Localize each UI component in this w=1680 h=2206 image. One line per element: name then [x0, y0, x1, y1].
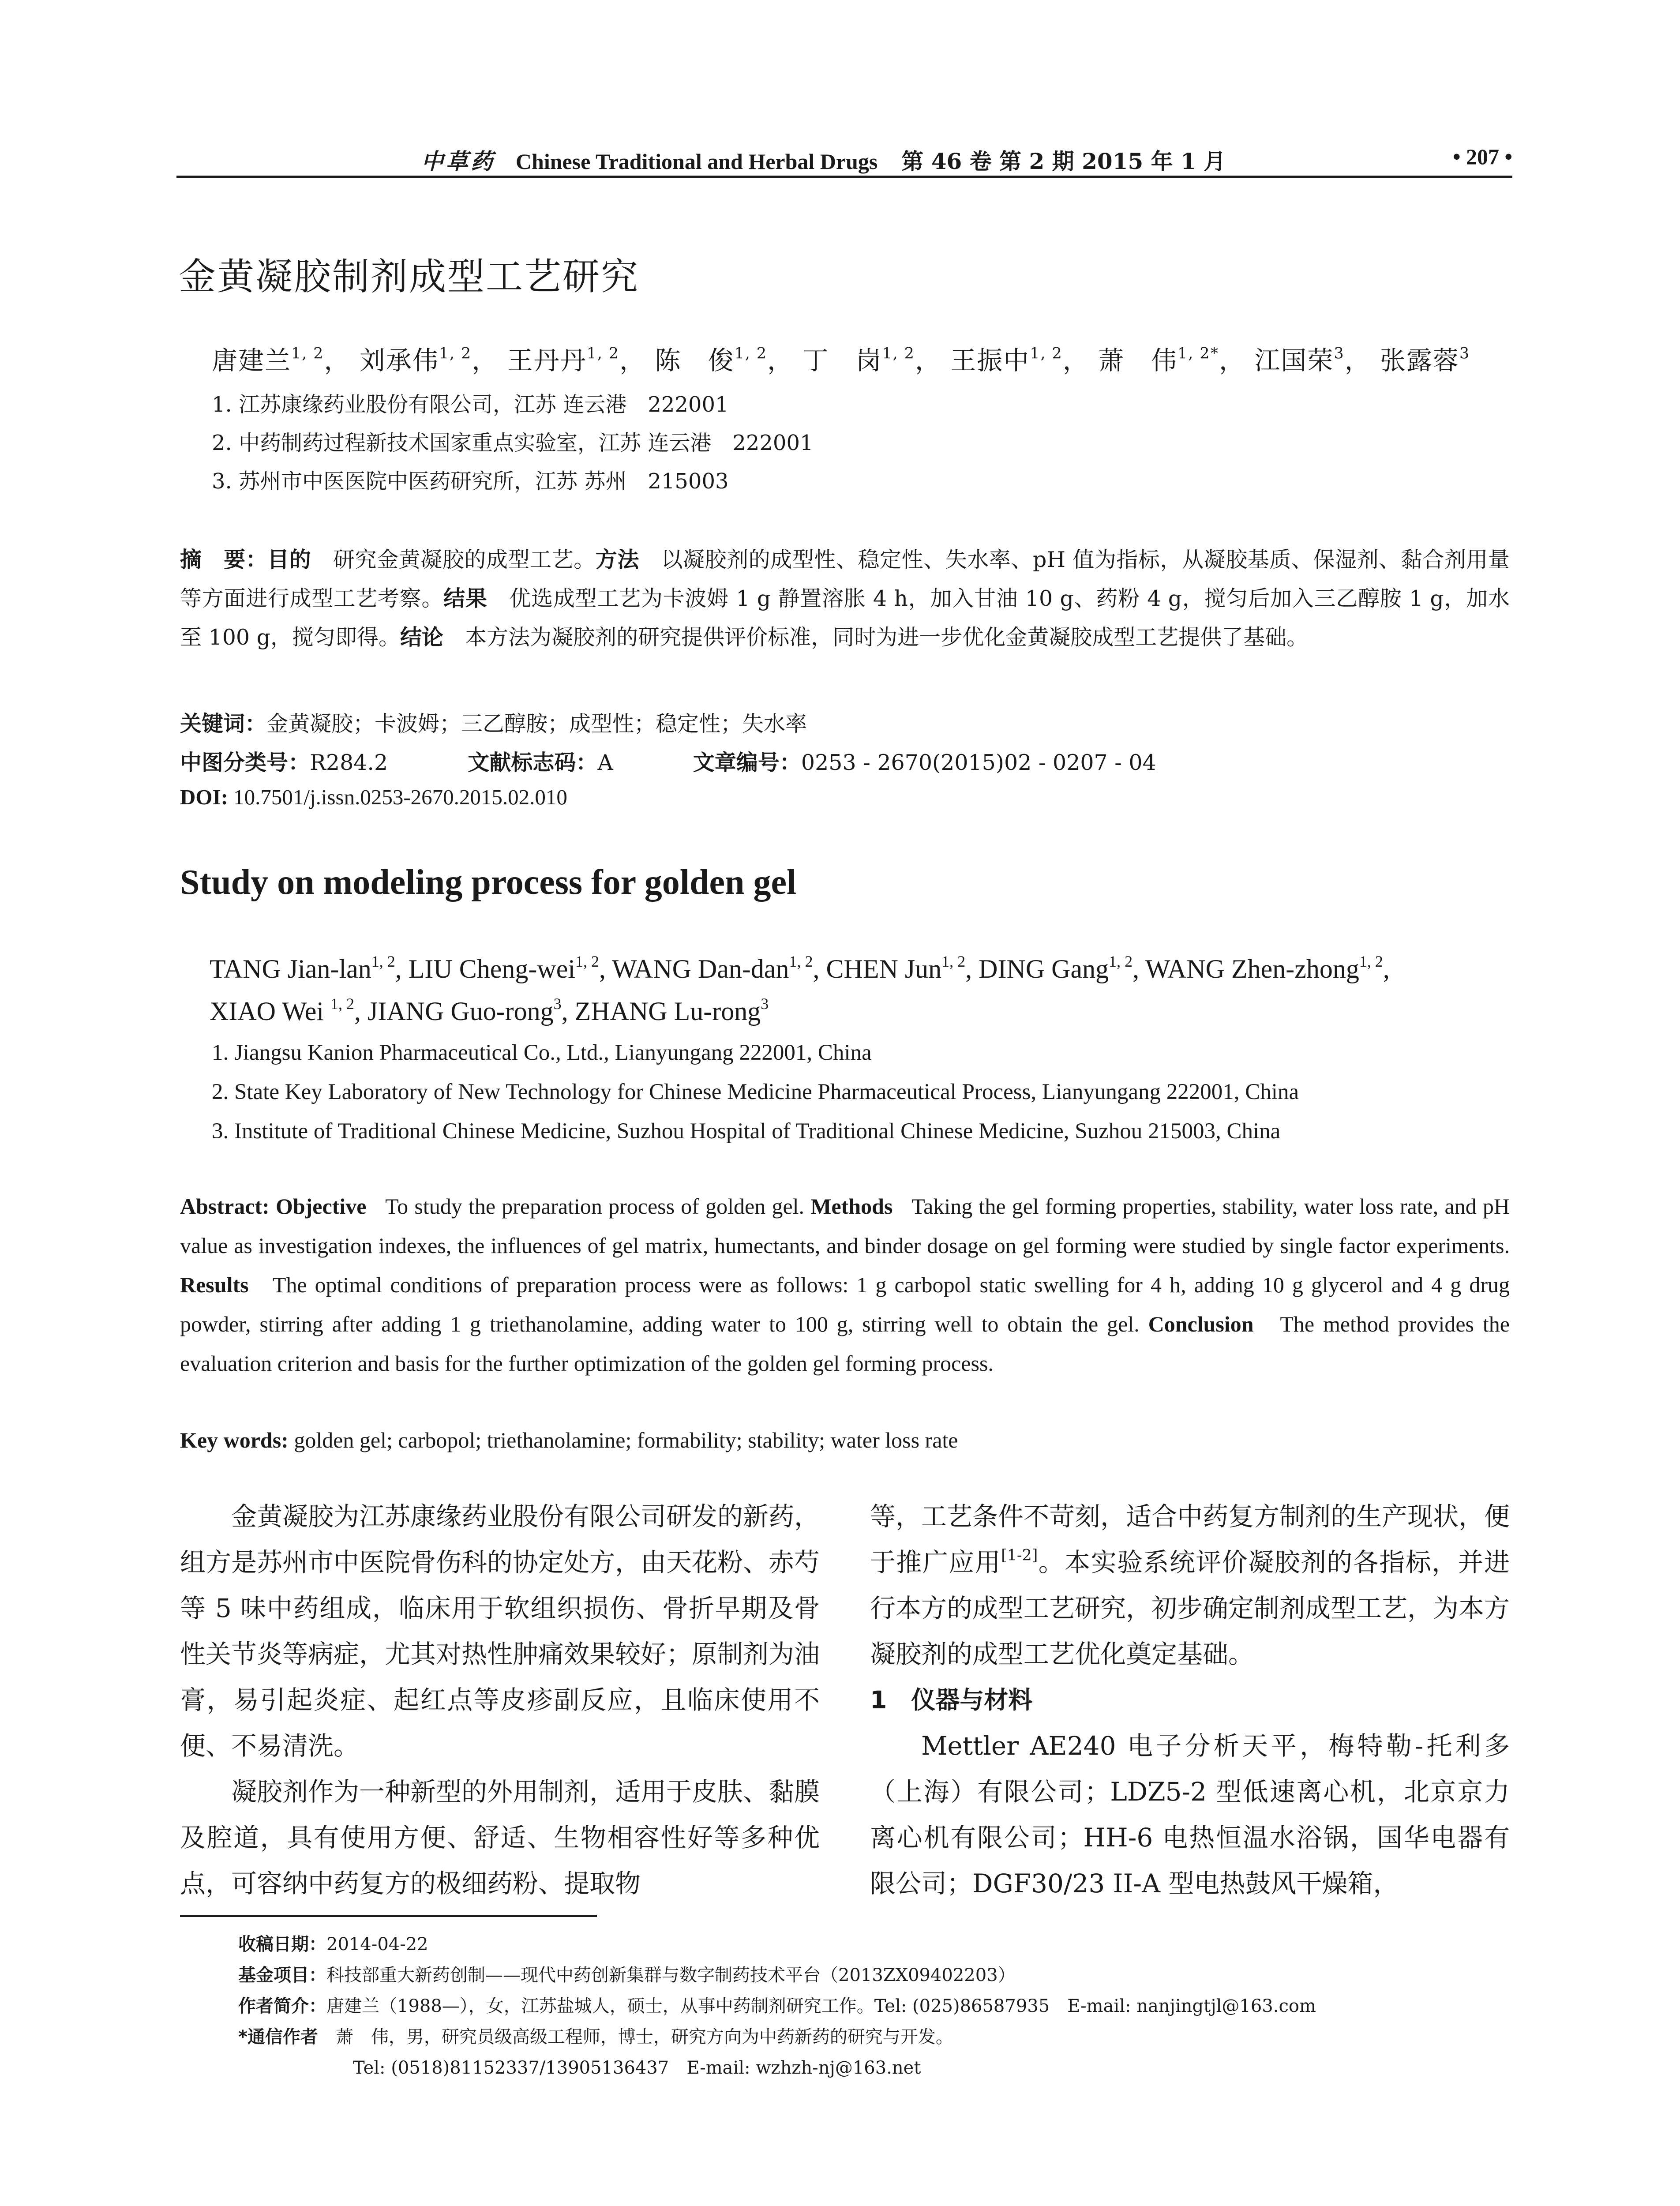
header-rule: [176, 176, 1512, 178]
body-paragraph: Mettler AE240 电子分析天平，梅特勒-托利多（上海）有限公司；LDZ5-2 型低速离心机，北京京力离心机有限公司；HH-6 电热恒温水浴锅，国华电器有限公司；DGF30/23 II-A 型电热鼓风干燥箱，: [870, 1731, 1510, 1898]
journal-line: [421, 144, 1226, 176]
affiliation-cn-2: 2. 中药制药过程新技术国家重点实验室，江苏 连云港 222001: [212, 431, 814, 455]
author-en: JIANG Guo-rong$^3$: [368, 994, 562, 1026]
citation-ref: [1-2]: [1001, 1546, 1038, 1564]
page-number: • 207 •: [1452, 144, 1512, 169]
abstract-cn: 摘 要：目的 研究金黄凝胶的成型工艺。方法 以凝胶剂的成型性、稳定性、失水率、pH 值为指标，从凝胶基质、保湿剂、黏合剂用量等方面进行成型工艺考察。结果 优选成型工艺为卡波姆 1 g 静置溶胀 4 h，加入甘油 10 g、药粉 4 g，搅匀后加入三乙醇胺 1 g，加水至 100 g，搅匀即得。结论 本方法为凝胶剂的研究提供评价标准，同时为进一步优化金黄凝胶成型工艺提供了基础。: [180, 547, 1510, 650]
footnote-rule: [180, 1915, 597, 1917]
affiliation-en-3: 3. Institute of Traditional Chinese Medicine, Suzhou Hospital of Traditional Chinese Medicine, Suzhou 215003, China: [212, 1119, 1281, 1144]
author-en: CHEN Jun$^{1, 2}$: [826, 952, 966, 983]
running-header: [176, 140, 1512, 176]
author-cn: 萧 伟$^{1, 2*}$: [1098, 345, 1219, 375]
footnote-author: 作者简介：唐建兰（1988—），女，江苏盐城人，硕士，从事中药制剂研究工作。Tel: (025)86587935 E-mail: nanjingtjl@163.com: [238, 1996, 1316, 2016]
footnote-corresponding-contact: Tel: (0518)81152337/13905136437 E-mail: wzhzh-nj@163.net: [353, 2058, 921, 2078]
body-paragraph: 凝胶剂作为一种新型的外用制剂，适用于皮肤、黏膜及腔道，具有使用方便、舒适、生物相容性好等多种优点，可容纳中药复方的极细药粉、提取物: [180, 1777, 820, 1898]
authors-en: TANG Jian-lan$^{1, 2}$, LIU Cheng-wei$^{1, 2}$, WANG Dan-dan$^{1, 2}$, CHEN Jun$^{1, 2}$, DING Gang$^{1, 2}$, WANG Zhen-zhong$^{1, 2}$, XIAO Wei $^{1, 2}$, JIANG Guo-rong$^3$, ZHANG Lu-rong$^3$: [210, 952, 1390, 1026]
classification-line: 中图分类号：R284.2 文献标志码：A 文章编号：0253 - 2670(2015)02 - 0207 - 04: [180, 750, 1156, 775]
affiliation-cn-1: 1. 江苏康缘药业股份有限公司，江苏 连云港 222001: [212, 392, 729, 417]
footnote-fund: 基金项目：科技部重大新药创制——现代中药创新集群与数字制药技术平台（2013ZX09402203）: [238, 1965, 1016, 1985]
affiliation-en-1: 1. Jiangsu Kanion Pharmaceutical Co., Ltd., Lianyungang 222001, China: [212, 1040, 872, 1065]
author-cn: 王丹丹$^{1, 2}$: [507, 345, 620, 375]
doi-line: DOI: 10.7501/j.issn.0253-2670.2015.02.010: [180, 785, 567, 809]
section-heading: 1 仪器与材料: [870, 1686, 1033, 1714]
author-cn: 江国荣$^3$: [1254, 345, 1345, 375]
author-en: LIU Cheng-wei$^{1, 2}$: [408, 952, 600, 983]
title-en: Study on modeling process for golden gel: [180, 863, 797, 902]
author-en: WANG Zhen-zhong$^{1, 2}$: [1145, 952, 1383, 983]
body-column-left: [180, 1493, 820, 1906]
body-paragraph: 等，工艺条件不苛刻，适合中药复方制剂的生产现状，便于推广应用[1-2]。本实验系统评价凝胶剂的各指标，并进行本方的成型工艺研究，初步确定制剂成型工艺，为本方凝胶剂的成型工艺优化奠定基础。: [870, 1501, 1510, 1669]
journal-name-en: Chinese Traditional and Herbal Drugs: [515, 149, 878, 174]
title-cn: 金黄凝胶制剂成型工艺研究: [179, 255, 640, 298]
affiliation-cn-3: 3. 苏州市中医医院中医药研究所，江苏 苏州 215003: [212, 469, 729, 494]
authors-cn: 唐建兰$^{1, 2}$， 刘承伟$^{1, 2}$， 王丹丹$^{1, 2}$， 陈 俊$^{1, 2}$， 丁 岗$^{1, 2}$， 王振中$^{1, 2}$， 萧 伟$^{1, 2*}$， 江国荣$^3$， 张露蓉$^3$: [212, 345, 1470, 375]
author-en: XIAO Wei $^{1, 2}$: [210, 994, 355, 1026]
body-column-right: [870, 1493, 1510, 1906]
author-cn: 刘承伟$^{1, 2}$: [359, 345, 472, 375]
issue-info: 第 46 卷 第 2 期 2015 年 1 月: [901, 148, 1226, 174]
author-en: WANG Dan-dan$^{1, 2}$: [611, 952, 813, 983]
body-paragraph: 金黄凝胶为江苏康缘药业股份有限公司研发的新药，组方是苏州市中医院骨伤科的协定处方，由天花粉、赤芍等 5 味中药组成，临床用于软组织损伤、骨折早期及骨性关节炎等病症，尤其对热性肿痛效果较好；原制剂为油膏，易引起炎症、起红点等皮疹副反应，且临床使用不便、不易清洗。: [180, 1501, 820, 1761]
author-cn: 张露蓉$^3$: [1380, 345, 1470, 375]
footnote-received: 收稿日期：2014-04-22: [238, 1934, 428, 1955]
author-cn: 唐建兰$^{1, 2}$: [212, 345, 324, 375]
abstract-en: Abstract: Objective To study the preparation process of golden gel. Methods Taking the gel forming properties, stability, water loss rate, and pH value as investigation indexes, the influences of gel matrix, humectants, and binder dosage on gel forming were studied by single factor experiments. Results The optimal conditions of preparation process were as follows: 1 g carbopol static swelling for 4 h, adding 10 g glycerol and 4 g drug powder, stirring after adding 1 g triethanolamine, adding water to 100 g, stirring well to obtain the gel. Conclusion The method provides the evaluation criterion and basis for the further optimization of the golden gel forming process.: [180, 1194, 1510, 1376]
affiliation-en-2: 2. State Key Laboratory of New Technology for Chinese Medicine Pharmaceutical Process, Lianyungang 222001, China: [212, 1080, 1299, 1104]
author-cn: 王振中$^{1, 2}$: [950, 345, 1063, 375]
author-en: DING Gang$^{1, 2}$: [979, 952, 1133, 983]
footnote-corresponding: *通信作者 萧 伟，男，研究员级高级工程师，博士，研究方向为中药新药的研究与开发。: [238, 2027, 953, 2047]
keywords-en: Key words: golden gel; carbopol; triethanolamine; formability; stability; water loss rate: [180, 1428, 958, 1452]
author-en: ZHANG Lu-rong$^3$: [574, 994, 769, 1026]
journal-name-cn: 中草药: [421, 148, 495, 174]
author-cn: 丁 岗$^{1, 2}$: [802, 345, 915, 375]
author-en: TANG Jian-lan$^{1, 2}$: [210, 952, 395, 983]
keywords-cn: 关键词：金黄凝胶；卡波姆；三乙醇胺；成型性；稳定性；失水率: [180, 711, 807, 736]
author-cn: 陈 俊$^{1, 2}$: [655, 345, 767, 375]
